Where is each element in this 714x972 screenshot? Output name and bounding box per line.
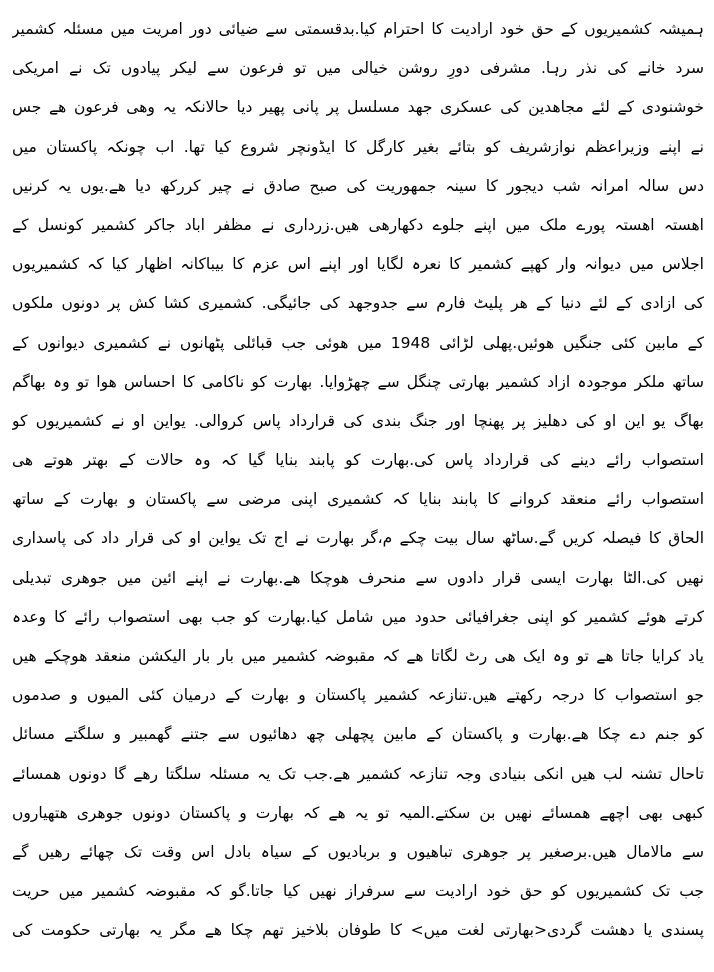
text-line: دس سالہ امرانہ شب دیجور کا سینہ جمھوریت کی صبح صادق نے چیر کررکھ دیا ھے.یوں یہ کرنیں	[12, 176, 704, 195]
text-line: جب تک کشمیریوں کو حق خود ارادیت سے سرفراز نھیں کیا جاتا.گو کہ مقبوضہ کشمیر میں حریت	[12, 882, 704, 901]
text-line: پسندی یا دھشت گردی<بھارتی لغت میں> کا طوفان بلاخیز تھم چکا ھے مگر یہ بھارتی حکومت کی	[12, 921, 704, 940]
text-line: کے مابین کئی جنگیں ھوئیں.پھلی لڑائی 1948 میں ھوئی جب قبائلی پٹھانوں نے کشمیری دیوانوں کے	[12, 333, 704, 352]
text-line: اجلاس میں دیوانہ وار کھپے کشمیر کا نعرہ لگایا اور اپنے اس عزم کا بیباکانہ اظھار کیا کہ کشمیریوں	[12, 255, 704, 274]
text-line: سے مالامال ھیں.برصغیر پر جوھری تباھیوں و بربادیوں کے سیاہ بادل اس وقت تک چھائے رھیں گے	[12, 842, 704, 861]
text-line: ہمیشہ کشمیریوں کے حق خود ارادیت کا احترام کیا.بدقسمتی سے ضیائی دور امریت میں مسئلہ کشمیر	[12, 20, 704, 38]
text-line: استصواب رائے دینے کی قرارداد پاس کی.بھارت کو پابند بنایا گیا کہ وہ حالات کے بھتر ھوتے ھی	[12, 451, 704, 470]
text-line: الحاق کا فیصلہ کریں گے.ساٹھ سال بیت چکے م،گر بھارت نے اج تک یواین او کی قرار داد کی پاسداری	[12, 529, 704, 548]
text-line: کو جنم دے چکا ھے.بھارت و پاکستان کے مابین پچھلی چھ دھائیوں سے جتنے گھمبیر و سلگتے مسائل	[12, 725, 704, 744]
text-line: خوشنودی کے لئے مجاھدین کی عسکری جھد مسلسل پر پانی پھیر دیا حالانکہ یہ وھی فرعون ھے جس	[12, 98, 704, 117]
text-line: کی ازادی کے لئے دنیا کے ھر پلیٹ فارم سے جدوجھد کی جائیگی. کشمیری کشا کش پر دونوں ملکوں	[12, 294, 704, 313]
text-line: ساتھ ملکر موجودہ ازاد کشمیر بھارتی چنگل سے چھڑوایا. بھارت کو ناکامی کا احساس ھوا تو وہ بھاگم	[12, 372, 704, 391]
urdu-article-text	[12, 10, 704, 951]
text-line: کرتے ھوئے کشمیر کو اپنی جغرافیائی حدود میں شامل کیا.بھارت کو جب بھی استصواب رائے کا وعدہ	[12, 607, 704, 626]
text-line: جو استصواب کا درجہ رکھتے ھیں.تنازعہ کشمیر پاکستان و بھارت کے درمیان کئی المیوں و صدموں	[12, 686, 704, 705]
text-line: یاد کرایا جاتا ھے تو وہ ایک ھی رٹ لگاتا ھے کہ مقبوضہ کشمیر میں بار بار الیکشن منعقد ھوچکے ھیں	[12, 647, 704, 665]
text-line: تاحال تشنہ لب ھیں انکی بنیادی وجہ تنازعہ کشمیر ھے.جب تک یہ مسئلہ سلگتا رھے گا دونوں ھمسائے	[12, 764, 704, 783]
text-line: بھاگ یو این او کی دھلیز پر پھنچا اور جنگ بندی کی قرارداد پاس کروالی. یواین او نے کشمیریوں کو	[12, 411, 704, 430]
text-line: نے اپنے وزیراعظم نوازشریف کو بتائے بغیر کارگل کا ایڈونچر شروع کیا تھا. اب چونکہ پاکستان میں	[12, 137, 704, 156]
text-line: اھستہ اھستہ پورے ملک میں اپنے جلوے دکھارھی ھیں.زرداری نے مظفر اباد جاکر کشمیر کونسل کے	[12, 215, 704, 234]
text-line: نھیں کی.الٹا بھارت ایسی قرار دادوں سے منحرف ھوچکا ھے.بھارت نے اپنے ائین میں جوھری تبدیلی	[12, 568, 704, 587]
text-line: استصواب رائے منعقد کروانے کا پابند بنایا کہ کشمیری اپنی مرضی سے پاکستان و بھارت کے ساتھ	[12, 490, 704, 509]
text-line: کبھی بھی اچھے ھمسائے نھیں بن سکتے.المیہ تو یہ ھے کہ بھارت و پاکستان دونوں جوھری ھتھیاروں	[12, 803, 704, 822]
text-line: سرد خانے کی نذر رہا. مشرفی دورِ روشن خیالی میں تو فرعون سے لیکر پیادوں تک نے امریکی	[12, 59, 704, 78]
